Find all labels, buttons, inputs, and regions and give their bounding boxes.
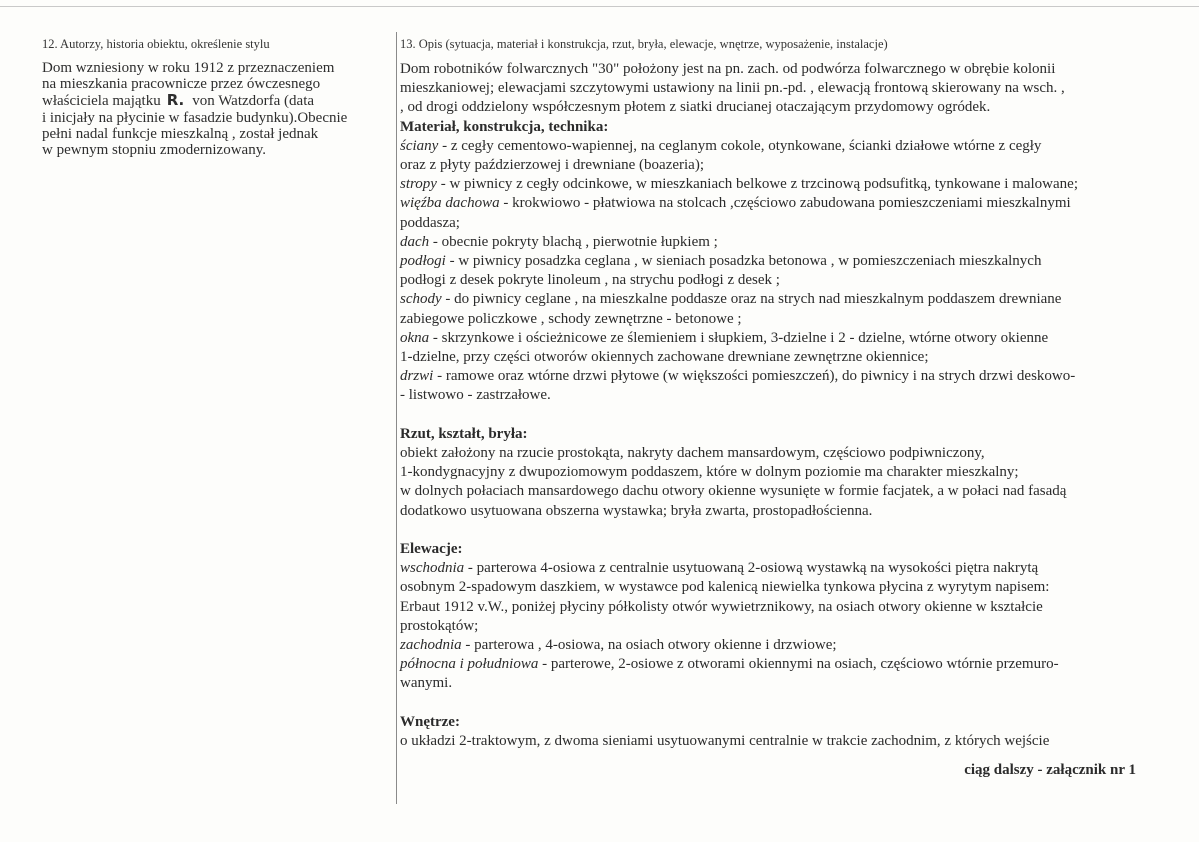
history-line: Dom wzniesiony w roku 1912 z przeznaczeniem [42,60,335,76]
roof-line [400,233,1170,252]
floors-text: - w piwnicy posadzka ceglana , w sieniach posadzka betonowa , w pomieszczeniach mieszkalnych [445,253,1042,270]
east-term: wschodnia [400,560,465,577]
right-column [400,36,1170,751]
stairs-text: - do piwnicy ceglane , na mieszkalne poddasze oraz na strych nad mieszkalnym poddaszem drewniane [441,291,1062,308]
windows-term: okna [400,329,430,346]
windows-text: - skrzynkowe i ościeżnicowe ze ślemieniem i słupkiem, 3-dzielne i 2 - dzielne, wtórne otwory okienne [429,329,1049,346]
west-elevation-line [400,636,1170,655]
section-12-heading: 12. Autorzy, historia obiektu, określenie stylu [42,37,270,51]
floors-line [400,252,1170,271]
roof-text: - obecnie pokryty blachą , pierwotnie łupkiem ; [429,233,718,250]
west-term: zachodnia [400,637,462,654]
material-title: Materiał, konstrukcja, technika: [400,118,609,135]
owner-text: właściciela majątku [42,93,161,110]
windows-line [400,329,1170,348]
walls-term: ściany [400,137,439,154]
intro-line: Dom robotników folwarcznych "30" położony jest na pn. zach. od podwórza folwarcznego w obrębie kolonii [400,61,1056,77]
plan-line: dodatkowo usytuowana obszerna wystawka; bryła zwarta, prostopadłościenna. [400,502,873,519]
elevations-title: Elewacje: [400,541,463,558]
doors-line [400,367,1170,386]
roof-term: dach [400,233,430,250]
doors-term: drzwi [400,368,434,385]
section-13-heading: 13. Opis (sytuacja, materiał i konstrukcja, rzut, bryła, elewacje, wnętrze, wyposażenie, instalacje) [400,37,888,51]
east-elevation-line: prostokątów; [400,617,479,634]
windows-line: 1-dzielne, przy części otworów okiennych zachowane drewniane zewnętrzne okiennice; [400,349,929,366]
spacer [400,521,1170,540]
stairs-line [400,290,1170,309]
history-line: w pewnym stopniu zmodernizowany. [42,142,266,159]
east-text: - parterowa 4-osiowa z centralnie usytuowaną 2-osiową wystawką na wysokości piętra nakrytą [464,560,1039,577]
walls-line [400,137,1170,156]
plan-title: Rzut, kształt, bryła: [400,425,528,442]
ceilings-text: - w piwnicy z cegły odcinkowe, w mieszkaniach belkowe z trzcinową podsufitką, tynkowane i malowane; [436,176,1078,193]
history-line: pełni nadal funkcje mieszkalną , został jednak [42,125,319,142]
roof-truss-text: - krokwiowo - płatwiowa na stolcach ,częściowo zabudowana pomieszczeniami mieszkalnymi [499,195,1071,212]
doors-line: - listwowo - zastrzałowe. [400,387,551,404]
ceilings-line [400,175,1170,194]
roof-truss-line [400,194,1170,213]
intro-line: mieszkaniowej; elewacjami szczytowymi ustawiony na linii pn.-pd. , elewacją frontową skierowany na wsch. , [400,80,1065,97]
walls-line: oraz z płyty paździerzowej i drewniane (boazeria); [400,157,704,174]
column-divider [396,32,397,804]
floors-line: podłogi z desek pokryte linoleum , na strychu podłogi z desek ; [400,272,780,289]
plan-line: 1-kondygnacyjny z dwupoziomowym poddaszem, które w dolnym poziomie ma charakter mieszkalny; [400,464,1019,481]
history-line-owner [42,92,387,109]
stairs-line: zabiegowe policzkowe , schody zewnętrzne - betonowe ; [400,310,742,327]
east-elevation-line: Erbaut 1912 v.W., poniżej płyciny półkolisty otwór wywietrznikowy, na osiach otwory okienne w kształcie [400,598,1043,615]
stairs-term: schody [400,291,442,308]
roof-truss-term: więźba dachowa [400,195,500,212]
ceilings-term: stropy [400,176,437,193]
continuation-note: ciąg dalszy - załącznik nr 1 [964,762,1136,778]
plan-line: obiekt założony na rzucie prostokąta, nakryty dachem mansardowym, częściowo podpiwniczony, [400,445,985,462]
spacer [400,694,1170,713]
history-line: na mieszkania pracownicze przez ówczesnego [42,76,321,93]
west-text: - parterowa , 4-osiowa, na osiach otwory okienne i drzwiowe; [461,637,837,654]
owner-initial: R. [166,91,185,110]
top-rule [0,6,1199,7]
spacer [400,406,1170,425]
intro-line: , od drogi oddzielony współczesnym płotem z siatki drucianej otaczającym przydomowy ogródek. [400,99,991,116]
north-south-elevation-line [400,655,1170,674]
history-text [42,60,387,158]
roof-truss-line: poddasza; [400,214,460,231]
interior-title: Wnętrze: [400,713,460,730]
walls-text: - z cegły cementowo-wapiennej, na ceglanym cokole, otynkowane, ścianki działowe wtórne z cegły [438,137,1042,154]
north-south-term: północna i południowa [400,656,539,673]
interior-line: o układzi 2-traktowym, z dwoma sieniami usytuowanymi centralnie w trakcie zachodnim, z których wejście [400,733,1050,750]
doors-text: - ramowe oraz wtórne drzwi płytowe (w większości pomieszczeń), do piwnicy i na strych drzwi deskowo- [433,368,1076,385]
history-line: i inicjały na płycinie w fasadzie budynku).Obecnie [42,109,348,126]
floors-term: podłogi [400,253,446,270]
north-south-elevation-line: wanymi. [400,675,453,692]
north-south-text: - parterowe, 2-osiowe z otworami okiennymi na osiach, częściowo wtórnie przemuro- [538,656,1059,673]
owner-text: von Watzdorfa (data [192,93,315,110]
east-elevation-line [400,559,1170,578]
plan-line: w dolnych połaciach mansardowego dachu otwory okienne wysunięte w formie facjatek, a w połaci nad fasadą [400,483,1067,500]
east-elevation-line: osobnym 2-spadowym daszkiem, w wystawce pod kalenicą niewielka tynkowa płycina z wyrytym napisem: [400,579,1050,596]
left-column [42,36,387,158]
